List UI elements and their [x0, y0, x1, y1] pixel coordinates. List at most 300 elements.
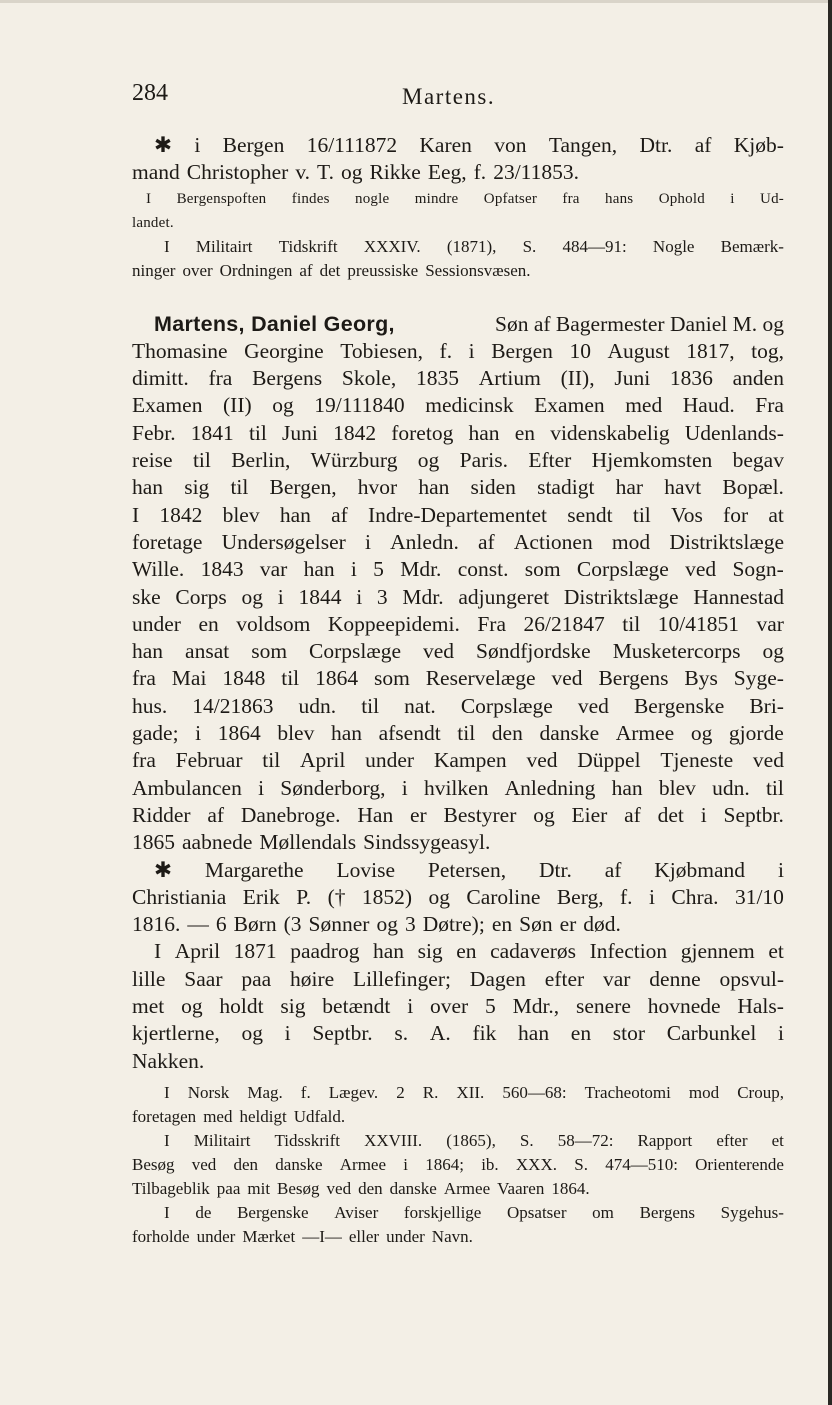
word: 1842 — [159, 502, 203, 527]
word: udn. — [298, 693, 337, 718]
word: Wille. — [132, 557, 185, 582]
word: Bergenske — [633, 693, 725, 718]
word: foretage — [132, 529, 203, 554]
word: Kjøbmand — [654, 857, 746, 882]
word: dimitt. — [132, 366, 189, 391]
word: Orienterende — [695, 1154, 784, 1174]
text-line — [132, 665, 784, 692]
word: 3 — [404, 912, 416, 937]
word: 1816. — [132, 912, 181, 937]
word: Septbr. — [312, 1021, 373, 1046]
word: 1835 — [416, 366, 459, 391]
word: Sogn- — [732, 557, 784, 582]
word: Christopher — [186, 160, 289, 185]
spacer — [132, 283, 784, 311]
word: Ambulancen — [132, 775, 242, 800]
word: XXX. — [515, 1154, 557, 1174]
word: er — [410, 802, 427, 827]
word: begav — [732, 448, 784, 473]
word: af — [331, 502, 348, 527]
word: og — [428, 884, 450, 909]
word: 1848 — [222, 666, 266, 691]
word: Bergens — [598, 666, 669, 691]
word: cadaverøs — [490, 939, 577, 964]
word: 1844 — [298, 584, 342, 609]
word: Sønner — [308, 912, 370, 937]
word: nogle — [355, 190, 390, 207]
word: Reservelæge — [425, 666, 536, 691]
word: Kampen — [433, 748, 507, 773]
word: Skole, — [341, 366, 397, 391]
word: 14/21863 — [192, 693, 274, 718]
word: Aviser — [334, 1202, 379, 1222]
reference-line — [132, 1201, 784, 1225]
word: blev — [222, 502, 260, 527]
word: Corps — [175, 584, 227, 609]
word: Croup, — [737, 1082, 784, 1102]
word: gjennem — [680, 939, 755, 964]
word: til — [262, 748, 281, 773]
word: I — [164, 1202, 170, 1222]
word: Ridder — [132, 802, 191, 827]
word: var — [603, 966, 631, 991]
word: havt — [664, 475, 702, 500]
word: Sygehus- — [720, 1202, 784, 1222]
word: og — [241, 584, 264, 609]
word: XII. — [456, 1082, 485, 1102]
word: danske — [539, 721, 600, 746]
word: var — [259, 557, 288, 582]
word: og — [376, 912, 398, 937]
word: 1843 — [200, 557, 244, 582]
word: hans — [605, 190, 634, 207]
word: Februar — [175, 748, 243, 773]
word: Hannestad — [693, 584, 784, 609]
word: f. — [620, 884, 633, 909]
word: Armee — [339, 1154, 387, 1174]
word: til — [281, 666, 300, 691]
word: —I— — [302, 1226, 342, 1246]
word: Fra — [755, 393, 784, 418]
word: R. — [422, 1082, 439, 1102]
word: 2 — [396, 1082, 405, 1102]
word: 1864; — [425, 1154, 464, 1174]
word: I — [164, 1082, 170, 1102]
word: med — [625, 393, 663, 418]
page-number: 284 — [132, 80, 168, 106]
word: Efter — [528, 448, 572, 473]
word: mod — [611, 529, 651, 554]
word: fra — [132, 748, 156, 773]
text-line — [132, 365, 784, 392]
page-body — [132, 132, 784, 1249]
word: 10/41851 — [657, 611, 739, 636]
word: Mag. — [247, 1082, 283, 1102]
text-line — [132, 447, 784, 474]
text-line — [132, 611, 784, 638]
word: blev — [277, 721, 315, 746]
word: Carbunkel — [666, 1021, 757, 1046]
word: Bergens — [252, 366, 323, 391]
word: 23/11853. — [493, 160, 579, 185]
word: til — [230, 475, 249, 500]
word: under — [365, 748, 415, 773]
word: en — [198, 611, 219, 636]
word: I — [132, 502, 140, 527]
text-line — [132, 529, 784, 556]
word: Distriktslæge — [669, 529, 784, 554]
word: S. — [519, 1130, 534, 1150]
word: han — [330, 721, 362, 746]
note-line — [132, 187, 784, 211]
word: i — [730, 190, 735, 207]
word: Tjeneste — [660, 748, 734, 773]
word: Mdr. — [402, 584, 444, 609]
word: efter — [544, 966, 585, 991]
reference-line — [132, 1153, 784, 1177]
word: Mdr. — [400, 557, 442, 582]
word: danske — [275, 1154, 323, 1174]
word: Eeg, — [427, 160, 467, 185]
word: forskjellige — [403, 1202, 482, 1222]
word: Petersen, — [427, 857, 507, 882]
word: under — [196, 1226, 236, 1246]
word: det — [657, 802, 684, 827]
word: en — [570, 1021, 592, 1046]
text-line — [132, 938, 784, 965]
word: Saar — [184, 966, 223, 991]
word: preussiske — [347, 260, 419, 280]
text-line — [132, 802, 784, 829]
word: Møllendals — [259, 830, 357, 855]
word: Mdr., — [512, 994, 560, 1019]
word: over — [182, 260, 213, 280]
word: Bri- — [749, 693, 784, 718]
word: sig — [184, 475, 210, 500]
word: ved — [551, 666, 583, 691]
word: under — [386, 1226, 425, 1246]
word: (II), — [560, 366, 595, 391]
word: og — [533, 802, 555, 827]
word: sendt — [567, 502, 613, 527]
word: 10 — [569, 338, 591, 363]
word: videnskabelig — [550, 420, 670, 445]
word: Ordningen — [219, 260, 293, 280]
word: met — [132, 994, 165, 1019]
word: Navn. — [431, 1226, 473, 1246]
word: aabnede — [182, 830, 253, 855]
word: 1852) — [361, 884, 413, 909]
word: Bemærk- — [720, 236, 784, 256]
word: den — [358, 1178, 383, 1198]
word: sig — [417, 939, 443, 964]
word: Tracheotomi — [584, 1082, 671, 1102]
word: og — [690, 721, 713, 746]
word: han — [518, 1021, 550, 1046]
word: Ud- — [760, 190, 784, 207]
word: 560—68: — [502, 1082, 567, 1102]
word: det — [319, 260, 341, 280]
word: Actionen — [513, 529, 593, 554]
word: paa — [241, 966, 272, 991]
text-line — [132, 1048, 784, 1075]
word: mod — [688, 1082, 720, 1102]
entry-heading-line — [132, 311, 784, 338]
word: Karen — [419, 133, 472, 157]
word: foretagen — [132, 1106, 197, 1126]
word: betændt — [322, 994, 391, 1019]
word: Lovise — [336, 857, 395, 882]
word: med — [203, 1106, 233, 1126]
word: Christiania — [132, 884, 227, 909]
word: Juni — [282, 420, 318, 445]
reference-line — [132, 1177, 784, 1201]
word: at — [768, 502, 784, 527]
text-line — [132, 693, 784, 720]
word: han — [132, 639, 164, 664]
reference-line — [132, 235, 784, 259]
word: og — [272, 393, 294, 418]
word: S. — [522, 236, 537, 256]
word: til — [765, 775, 784, 800]
word: gjorde — [728, 721, 784, 746]
word: Distriktslæge — [563, 584, 679, 609]
word: Nogle — [652, 236, 695, 256]
word: Armee — [615, 721, 675, 746]
word: til — [457, 721, 476, 746]
word: Hjemkomsten — [591, 448, 713, 473]
word: Mærket — [242, 1226, 296, 1246]
word: til — [248, 420, 267, 445]
word: af — [478, 529, 495, 554]
word: April — [299, 748, 346, 773]
word: siden — [470, 475, 516, 500]
word: til — [622, 611, 641, 636]
word: foretog — [391, 420, 454, 445]
word: 1841 — [190, 420, 234, 445]
word: Thomasine — [132, 338, 228, 363]
text-line — [132, 556, 784, 583]
word: i — [648, 884, 655, 909]
word: Bergen, — [269, 475, 337, 500]
word: 19/111840 — [314, 393, 405, 418]
word: 1817, — [686, 338, 735, 363]
word: som — [251, 639, 288, 664]
word: Dagen — [469, 966, 526, 991]
word: hovnede — [647, 994, 721, 1019]
word: adjungeret — [458, 584, 550, 609]
word: i — [778, 1021, 784, 1046]
word: efter — [716, 1130, 748, 1150]
word: XXVIII. — [364, 1130, 423, 1150]
reference-line — [132, 1081, 784, 1105]
word: tog, — [751, 338, 784, 363]
word: og — [762, 639, 784, 664]
word: Besøg — [132, 1154, 175, 1174]
word: 6 — [215, 912, 227, 937]
word: han — [279, 502, 311, 527]
word: Infection — [589, 939, 668, 964]
word: fik — [472, 1021, 497, 1046]
word: og — [181, 994, 203, 1019]
word: Haud. — [682, 393, 735, 418]
word: som — [373, 666, 410, 691]
word: Bergens — [639, 1202, 695, 1222]
word: hus. — [132, 693, 168, 718]
word: stadigt — [537, 475, 595, 500]
word: til — [361, 693, 380, 718]
text-line — [132, 584, 784, 611]
text-line — [132, 966, 784, 993]
word: i — [403, 1154, 408, 1174]
word: mand — [132, 160, 180, 185]
word: Fra — [477, 611, 507, 636]
word: denne — [649, 966, 701, 991]
word: Corpslæge — [460, 693, 553, 718]
text-line — [132, 720, 784, 747]
word: han — [468, 420, 500, 445]
word: 3 — [376, 584, 388, 609]
word: Septbr. — [723, 802, 784, 827]
word: i — [364, 529, 371, 554]
word: Besøg — [277, 1178, 320, 1198]
word: sig — [280, 994, 306, 1019]
word: Vaaren — [497, 1178, 545, 1198]
word: I — [164, 1130, 170, 1150]
word: den — [491, 721, 523, 746]
word: i — [407, 994, 414, 1019]
word: Berg, — [556, 884, 604, 909]
word: Udenlands- — [684, 420, 784, 445]
word: senere — [575, 994, 631, 1019]
word: af — [624, 802, 641, 827]
word: Rikke — [369, 160, 421, 185]
word: Udfald. — [293, 1106, 346, 1126]
word: Militairt — [193, 1130, 251, 1150]
word: forholde — [132, 1226, 190, 1246]
word: XXXIV. — [363, 236, 421, 256]
word: ved — [685, 557, 717, 582]
running-title: Martens. — [402, 84, 496, 109]
word: Han — [357, 802, 394, 827]
text-line — [132, 775, 784, 802]
word: 16/111872 — [306, 133, 398, 157]
word: s. — [394, 1021, 409, 1046]
word: — — [187, 912, 209, 937]
word: han — [132, 475, 164, 500]
word: Lillefinger; — [353, 966, 451, 991]
word: f. — [439, 338, 453, 363]
page-right-edge — [828, 0, 832, 1405]
word: ✱ — [154, 133, 173, 157]
word: 474—510: — [605, 1154, 678, 1174]
word: af — [694, 133, 712, 157]
word: danske — [389, 1178, 437, 1198]
word: Caroline — [466, 884, 541, 909]
word: Søndfjordske — [476, 639, 591, 664]
word: Georgine — [244, 338, 324, 363]
word: Corpslæge — [576, 557, 669, 582]
word: Bergenske — [237, 1202, 309, 1222]
word: August — [607, 338, 670, 363]
word: et — [768, 939, 784, 964]
page-top-edge — [0, 0, 832, 3]
word: (1865), — [446, 1130, 496, 1150]
word: gade; — [132, 721, 179, 746]
word: i — [258, 775, 265, 800]
spouse-line — [132, 884, 784, 911]
word: mindre — [414, 190, 459, 207]
text-line — [132, 474, 784, 501]
word: 1864 — [217, 721, 261, 746]
word: A. — [429, 1021, 451, 1046]
word: han — [303, 557, 335, 582]
word: Erik — [242, 884, 280, 909]
word: Examen — [132, 393, 203, 418]
word: de — [195, 1202, 212, 1222]
entry-heading-rest: Søn af Bagermester Daniel M. og — [495, 311, 784, 336]
word: i — [277, 584, 284, 609]
word: og — [340, 160, 363, 185]
word: anden — [732, 366, 784, 391]
word: i — [350, 557, 357, 582]
word: udn. — [712, 775, 750, 800]
word: Opfatser — [483, 190, 538, 207]
text-line — [132, 993, 784, 1020]
word: const. — [457, 557, 509, 582]
word: stor — [612, 1021, 646, 1046]
word: Würzburg — [310, 448, 398, 473]
word: heldigt — [239, 1106, 287, 1126]
word: Dtr. — [639, 133, 673, 157]
word: I — [154, 939, 162, 964]
text-line — [132, 159, 784, 186]
word: Koppeepidemi. — [327, 611, 460, 636]
word: i — [356, 584, 363, 609]
word: Ophold — [658, 190, 705, 207]
word: Hals- — [737, 994, 784, 1019]
page-header — [132, 80, 782, 120]
word: († — [327, 884, 346, 909]
text-line — [132, 747, 784, 774]
word: ninger — [132, 260, 176, 280]
word: Tidskrift — [278, 236, 338, 256]
word: Eier — [571, 802, 608, 827]
text-line — [132, 338, 784, 365]
word: nat. — [404, 693, 436, 718]
word: Anledn. — [390, 529, 459, 554]
word: har — [615, 475, 644, 500]
word: Tilbageblik — [132, 1178, 210, 1198]
word: i — [777, 857, 784, 882]
spouse-line — [132, 911, 784, 938]
word: ved — [326, 1178, 352, 1198]
word: 1871 — [233, 939, 277, 964]
word: ansat — [185, 639, 230, 664]
word: høire — [290, 966, 335, 991]
word: Lægev. — [328, 1082, 379, 1102]
word: Danebroge. — [240, 802, 341, 827]
word: om — [592, 1202, 614, 1222]
word: Bys — [684, 666, 718, 691]
word: opsvul- — [719, 966, 784, 991]
word: Indre-Departementet — [367, 502, 548, 527]
word: f. — [473, 160, 487, 185]
word: Kjøb- — [733, 133, 784, 157]
word: han — [611, 775, 643, 800]
word: medicinsk — [425, 393, 514, 418]
word: afsendt — [378, 721, 441, 746]
